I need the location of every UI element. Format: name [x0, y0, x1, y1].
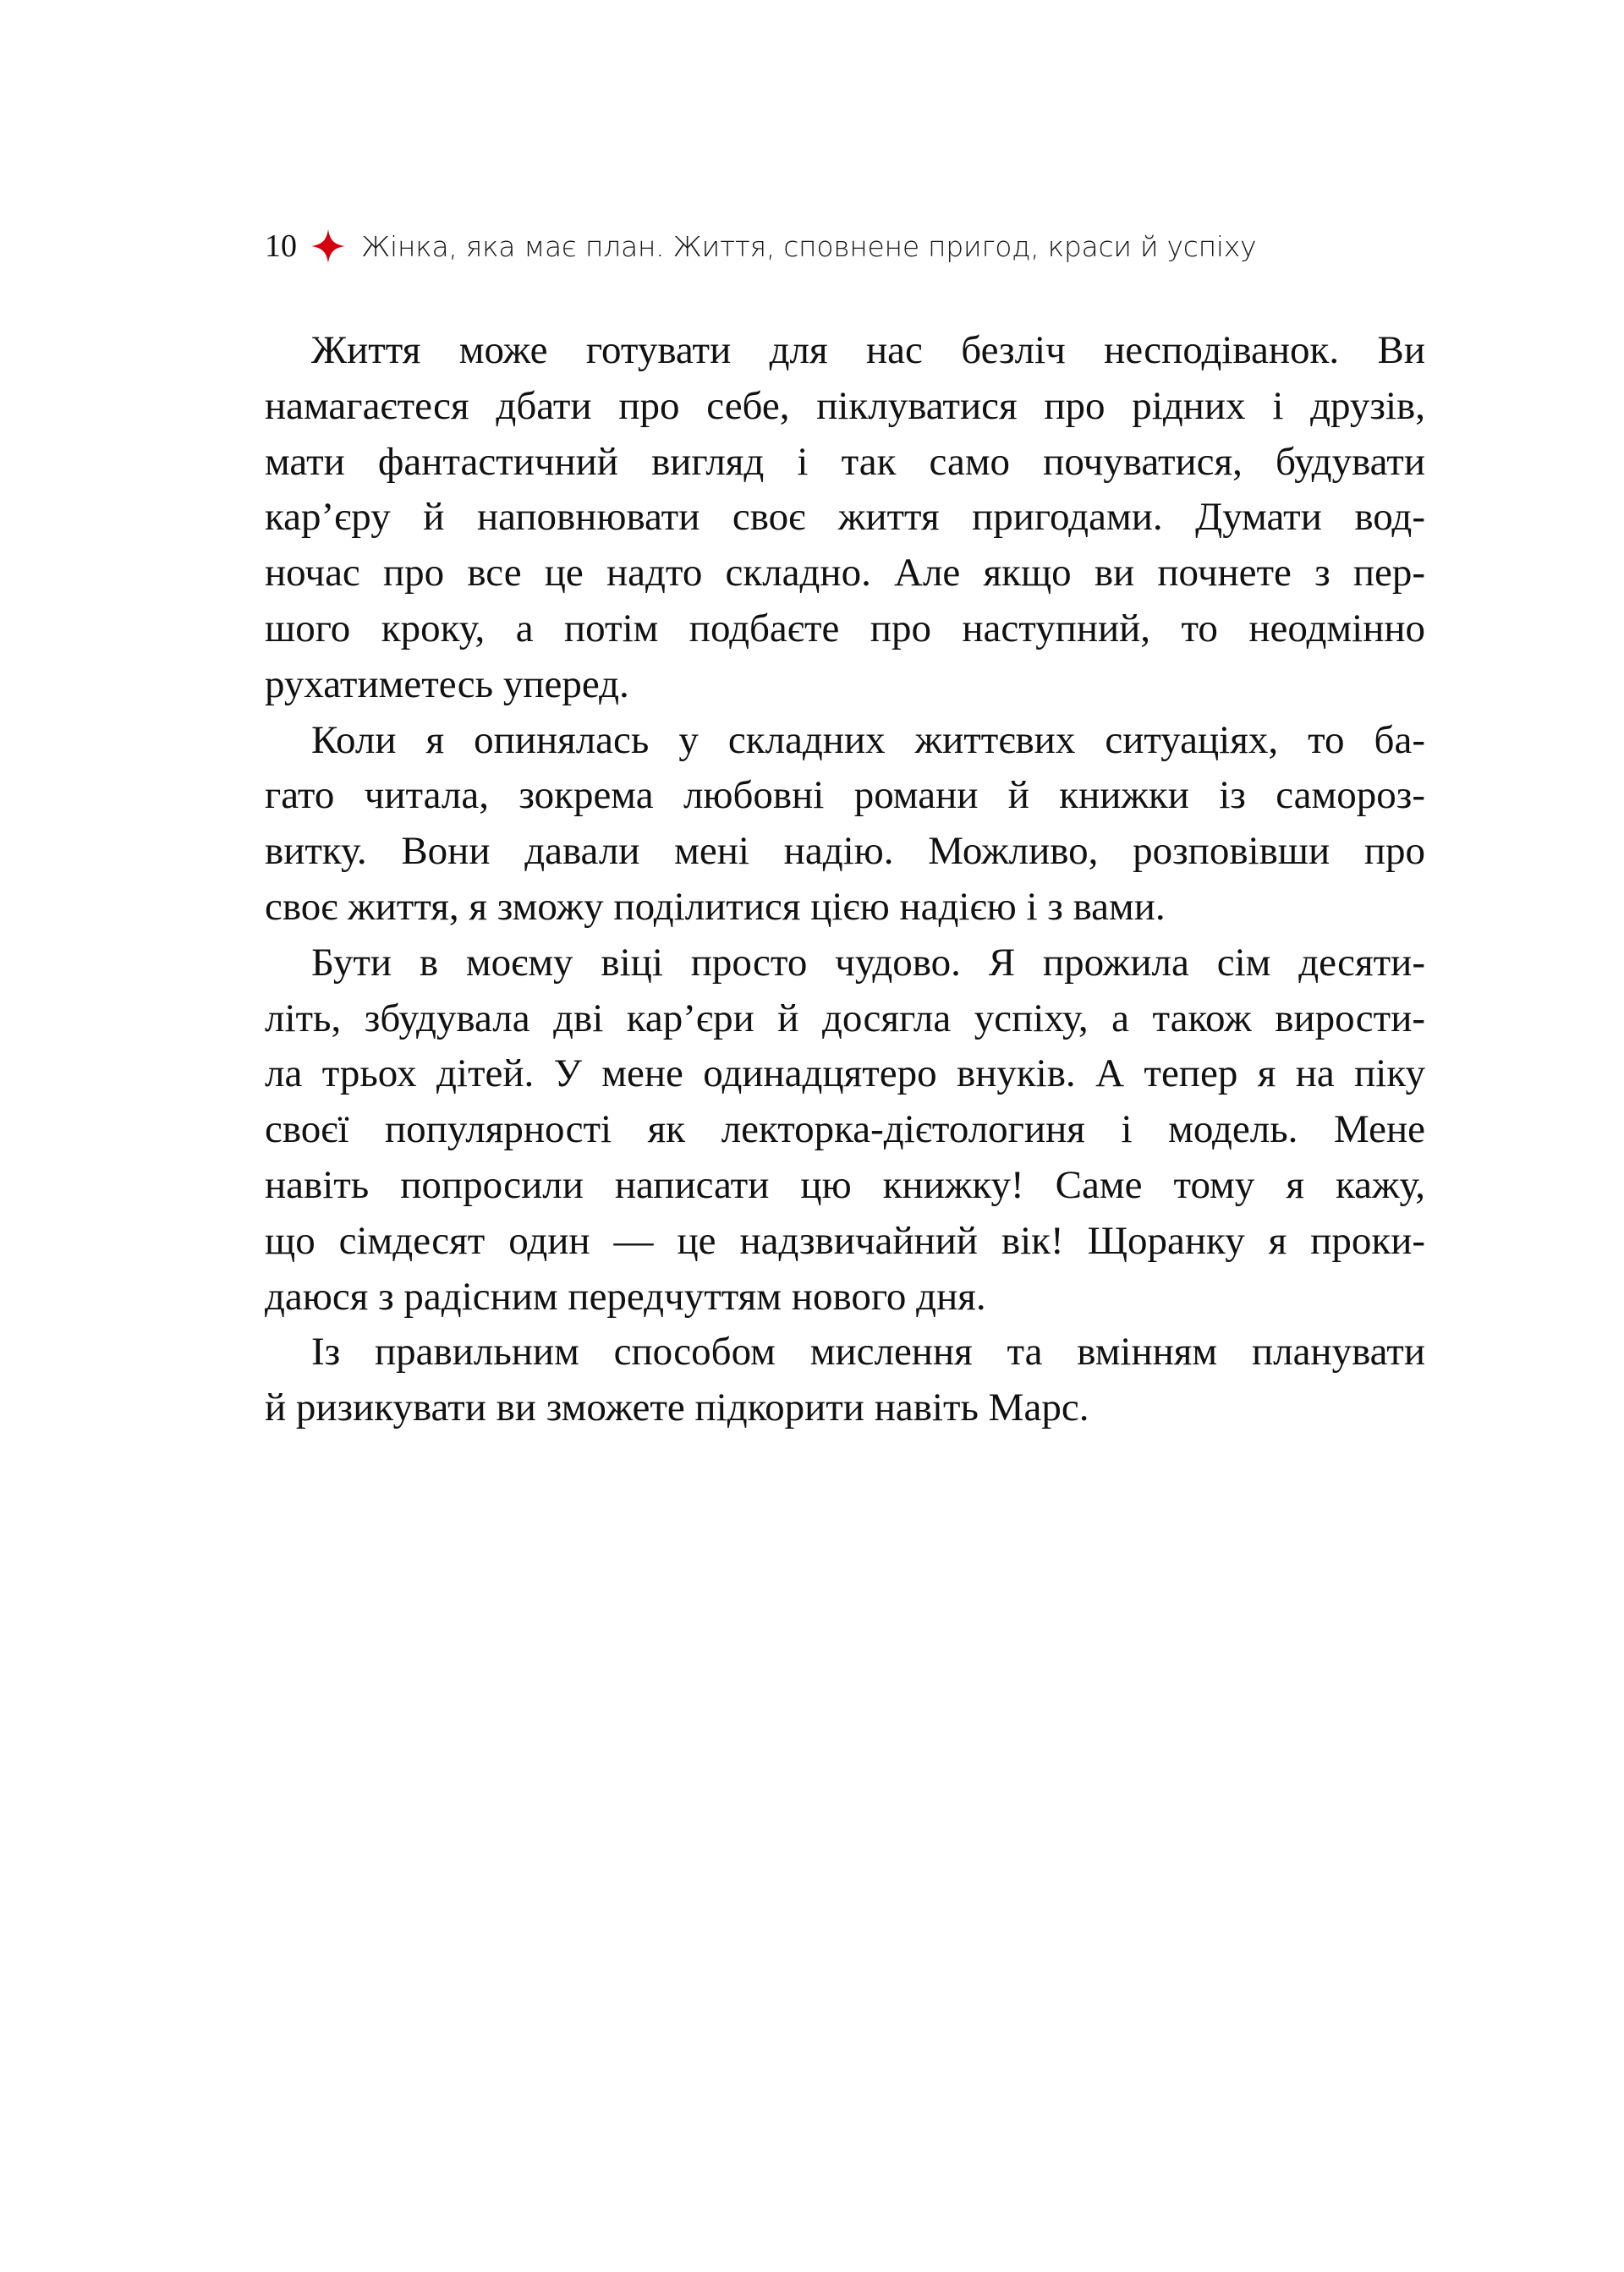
- text-line: й ризикувати ви зможете підкорити навіть Марс.: [265, 1386, 1089, 1430]
- paragraph-2: [265, 713, 1425, 936]
- text-line: ла трьох дітей. У мене одинадцятеро внуків. А тепер я на піку: [265, 1051, 1425, 1096]
- paragraph-1: [265, 323, 1425, 713]
- text-line: своє життя, я зможу поділитися цією надією і з вами.: [265, 884, 1166, 929]
- text-line: даюся з радісним передчуттям нового дня.: [265, 1274, 986, 1319]
- running-head: [265, 225, 1256, 267]
- text-line: ночас про все це надто складно. Але якщо ви почнете з пер-: [265, 551, 1425, 595]
- page-number: 10: [265, 228, 297, 264]
- text-line: намагаєтеся дбати про себе, піклуватися про рідних і друзів,: [265, 383, 1425, 428]
- text-line: рухатиметесь уперед.: [265, 661, 629, 706]
- running-title: Жінка, яка має план. Життя, сповнене пригод, краси й успіху: [361, 229, 1257, 263]
- text-line: гато читала, зокрема любовні романи й книжки із самороз-: [265, 773, 1425, 818]
- text-line: що сімдесят один — це надзвичайний вік! Щоранку я проки-: [265, 1218, 1425, 1263]
- text-line: шого кроку, а потім подбаєте про наступний, то неодмінно: [265, 606, 1425, 650]
- text-line: літь, збудувала дві кар’єри й досягла успіху, а також вирости-: [265, 996, 1425, 1040]
- red-four-point-star-icon: [310, 228, 346, 264]
- text-line: навіть попросили написати цю книжку! Саме тому я кажу,: [265, 1162, 1425, 1207]
- paragraph-4: [265, 1325, 1425, 1436]
- text-line: Із правильним способом мислення та вмінням планувати: [311, 1330, 1425, 1375]
- text-line: Коли я опинялась у складних життєвих ситуаціях, то ба-: [311, 717, 1425, 762]
- body-text: [265, 323, 1425, 1436]
- text-line: кар’єру й наповнювати своє життя пригодами. Думати вод-: [265, 495, 1425, 540]
- text-line: своєї популярності як лекторка-дієтологиня і модель. Мене: [265, 1107, 1425, 1152]
- text-line: мати фантастичний вигляд і так само почуватися, будувати: [265, 439, 1425, 484]
- text-line: Бути в моєму віці просто чудово. Я прожила сім десяти-: [311, 940, 1425, 985]
- paragraph-3: [265, 936, 1425, 1325]
- text-line: витку. Вони давали мені надію. Можливо, розповівши про: [265, 829, 1425, 874]
- text-line: Життя може готувати для нас безліч несподіванок. Ви: [311, 328, 1425, 372]
